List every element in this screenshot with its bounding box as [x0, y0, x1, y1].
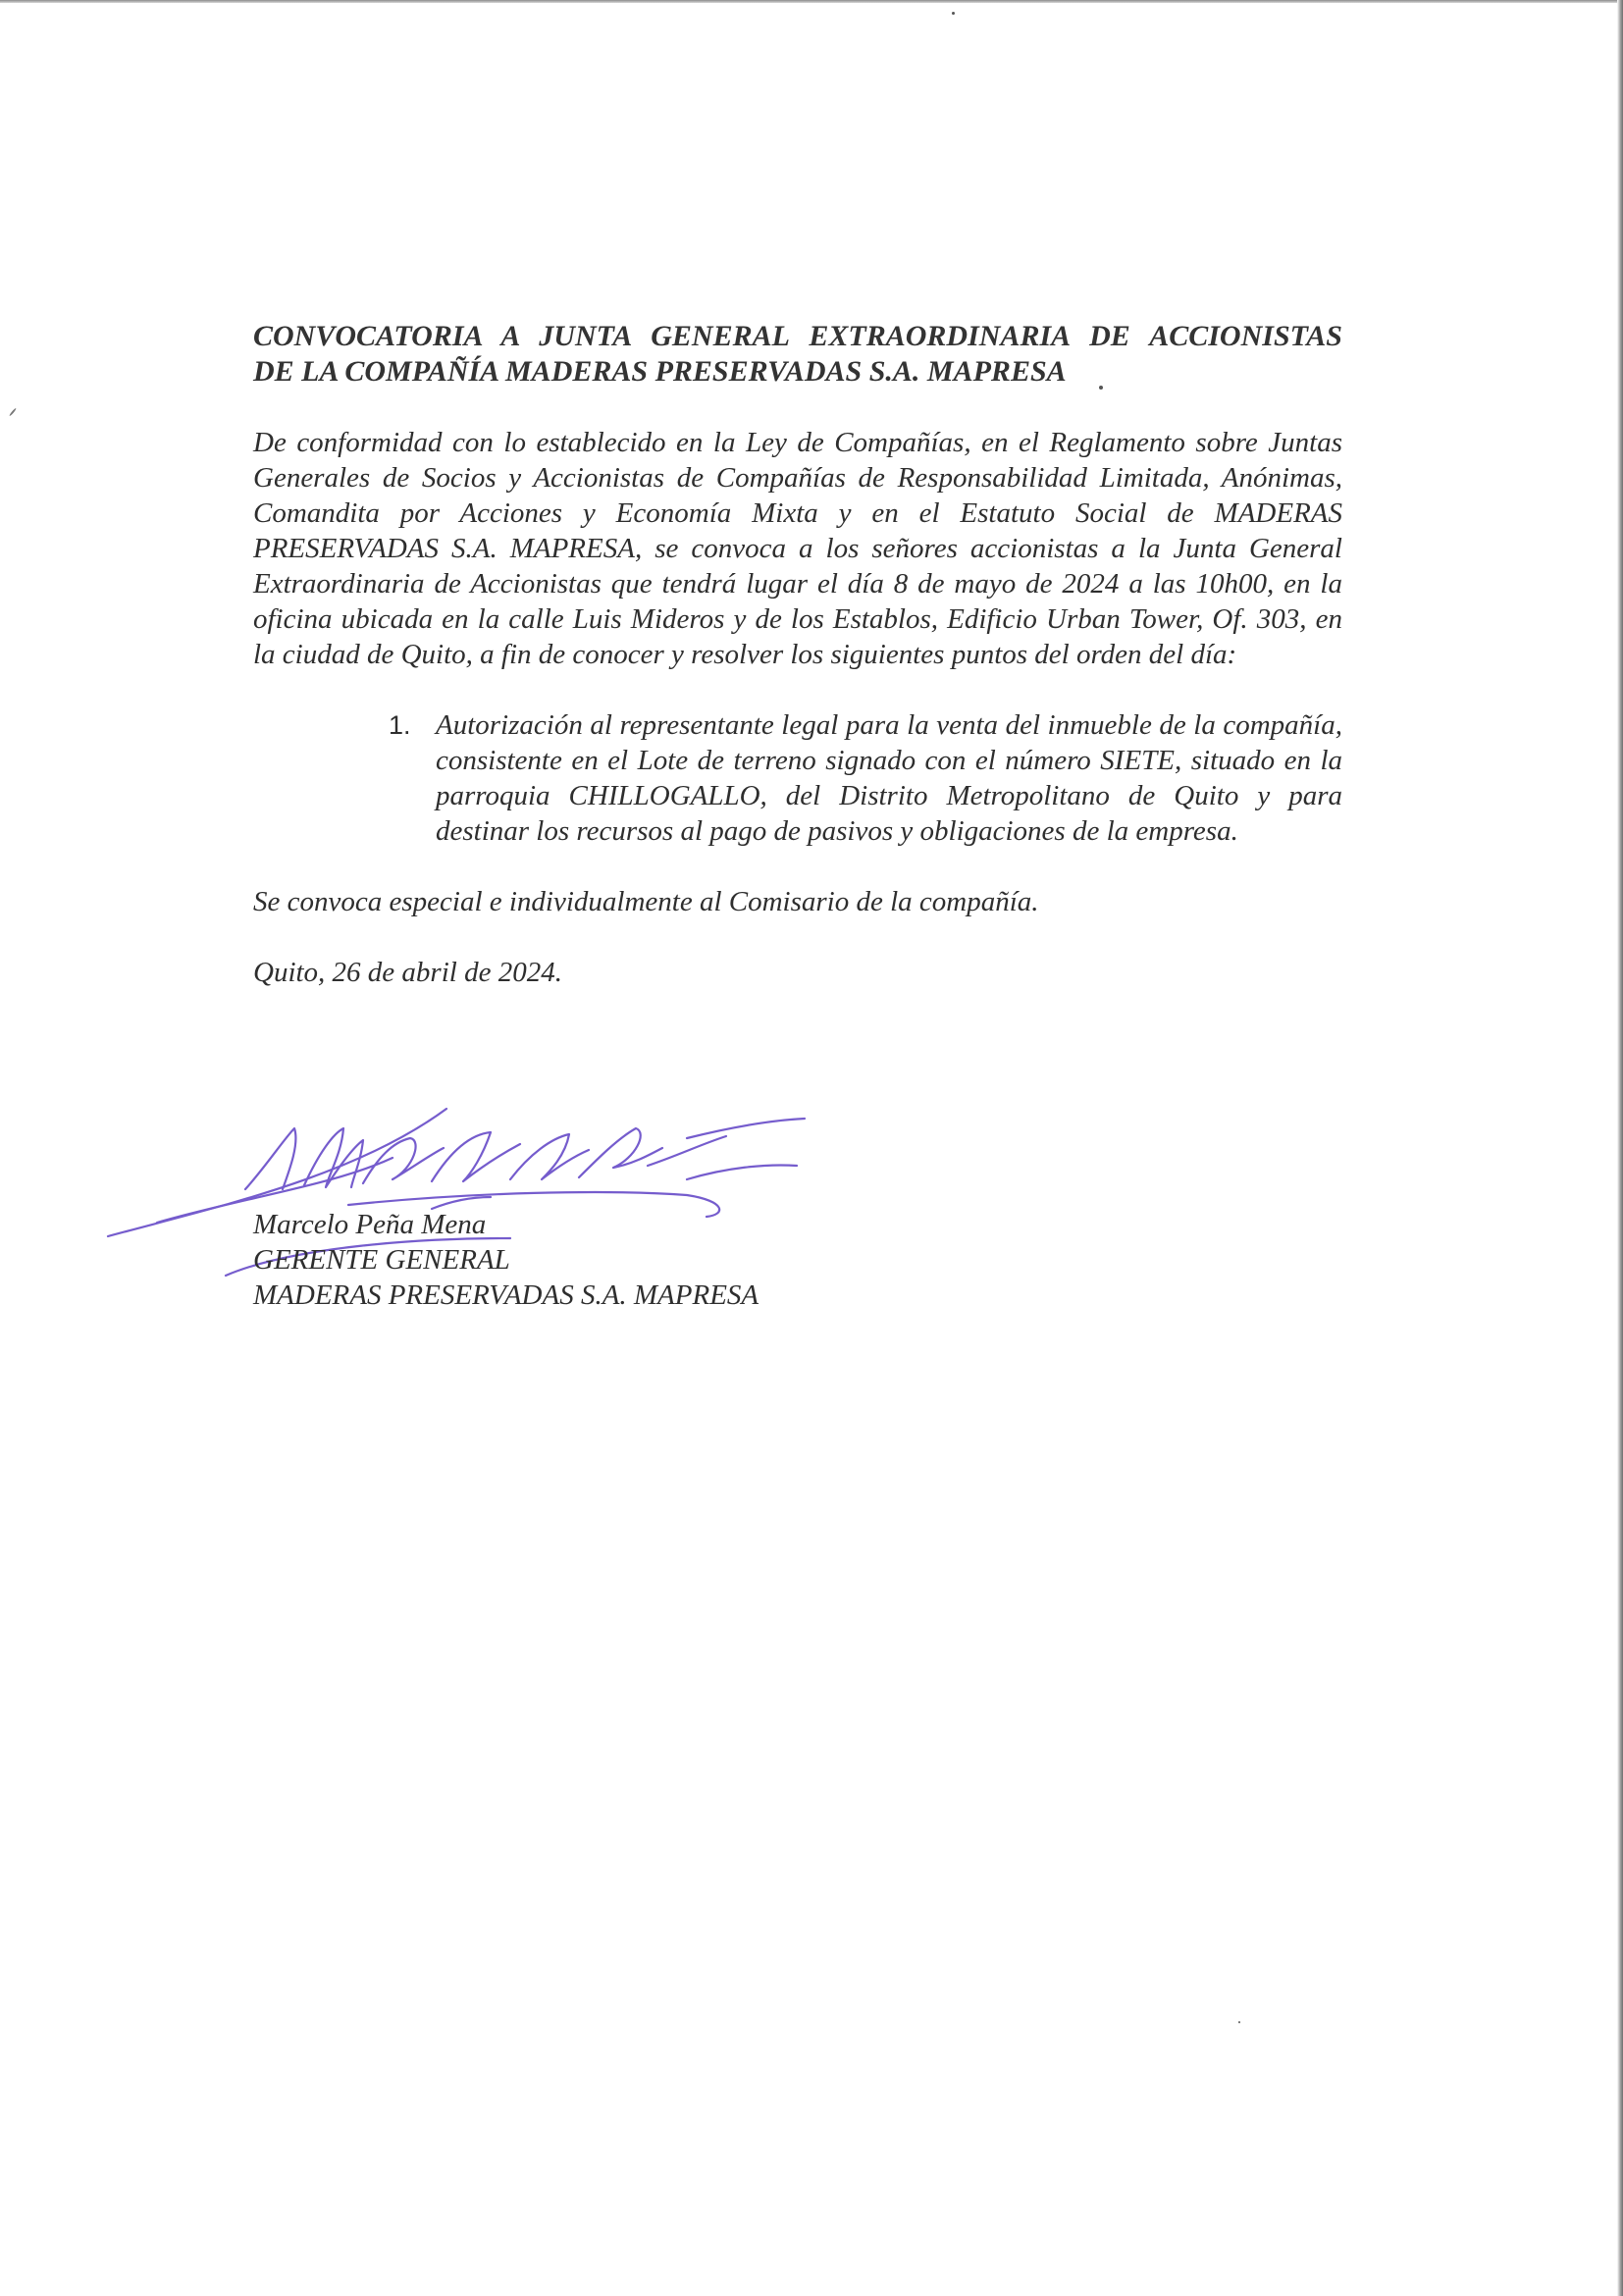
- agenda-item-number: 1.: [389, 710, 411, 740]
- scan-speck: [9, 408, 17, 417]
- signer-block: [253, 1207, 940, 1313]
- scan-edge-right: [1617, 0, 1623, 2296]
- signer-position: GERENTE GENERAL: [253, 1244, 510, 1276]
- agenda-item: [389, 707, 1342, 849]
- scan-edge-top: [0, 0, 1623, 3]
- title-line-2: DE LA COMPAÑÍA MADERAS PRESERVADAS S.A. MAPRESA: [253, 355, 1067, 388]
- signer-name: Marcelo Peña Mena: [253, 1209, 487, 1240]
- agenda-list: [253, 707, 1342, 849]
- intro-paragraph: De conformidad con lo establecido en la Ley de Compañías, en el Reglamento sobre Juntas Generales de Socios y Accionistas de Compañías de Responsabilidad Limitada, Anónimas, Comandita por Acciones y Economía Mixta y en el Estatuto Social de MADERAS PRESERVADAS S.A. MAPRESA, se convoca a los señores accionistas a la Junta General Extraordinaria de Accionistas que tendrá lugar el día 8 de mayo de 2024 a las 10h00, en la oficina ubicada en la calle Luis Mideros y de los Establos, Edificio Urban Tower, Of. 303, en la ciudad de Quito, a fin de conocer y resolver los siguientes puntos del orden del día:: [253, 427, 1342, 670]
- place-date: Quito, 26 de abril de 2024.: [253, 957, 562, 988]
- scan-speck: [1238, 2021, 1240, 2023]
- document-content: [253, 319, 1342, 990]
- agenda-item-text: Autorización al representante legal para la venta del inmueble de la compañía, consistente en el Lote de terreno signado con el número SIETE, situado en la parroquia CHILLOGALLO, del Distrito Metropolitano de Quito y para destinar los recursos al pago de pasivos y obligaciones de la empresa.: [436, 709, 1342, 847]
- document-title: [253, 319, 1342, 390]
- closing-statement: Se convoca especial e individualmente al Comisario de la compañía.: [253, 886, 1039, 917]
- title-line-1: CONVOCATORIA A JUNTA GENERAL EXTRAORDINARIA DE ACCIONISTAS: [253, 320, 1342, 352]
- scan-speck: [952, 12, 955, 15]
- signer-company: MADERAS PRESERVADAS S.A. MAPRESA: [253, 1279, 759, 1311]
